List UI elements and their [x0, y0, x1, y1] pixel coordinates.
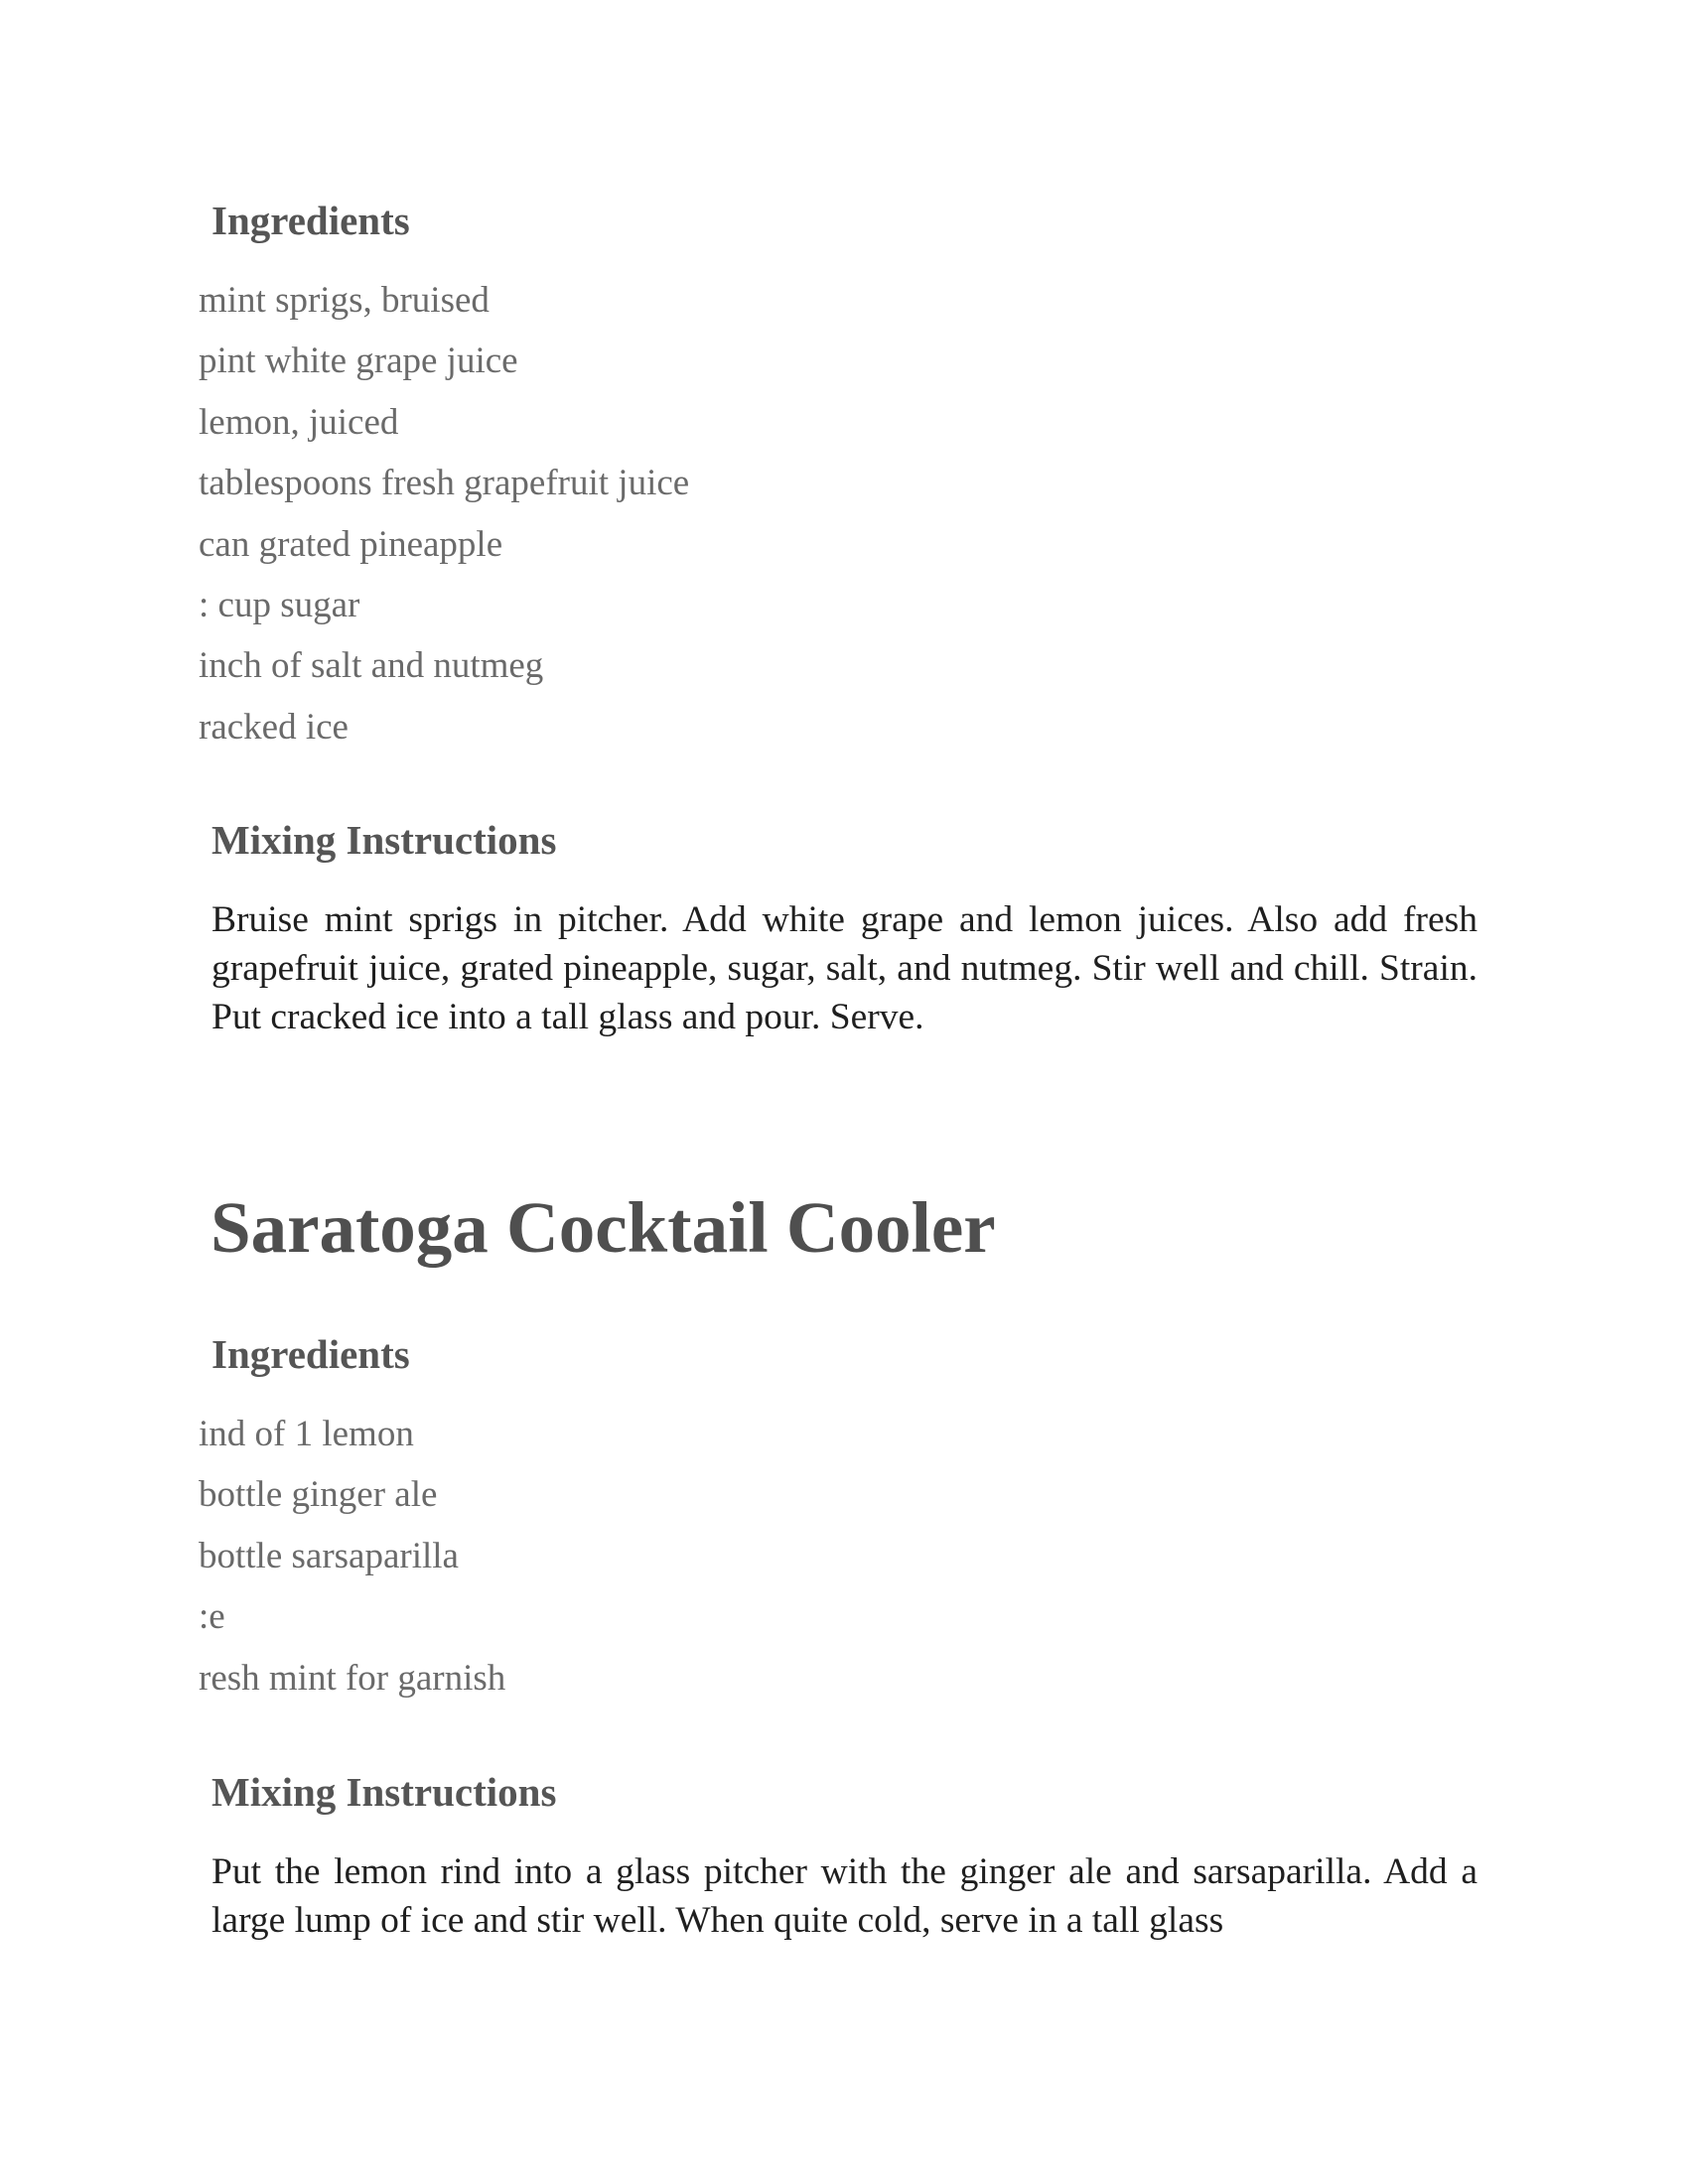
ingredient-item: ind of 1 lemon — [199, 1414, 414, 1454]
ingredient-item: bottle sarsaparilla — [199, 1535, 459, 1576]
mixing-instructions-text: Bruise mint sprigs in pitcher. Add white grape and lemon juices. Also add fresh grapefruit juice, grated pineapple, sugar, salt, and nutmeg. Stir well and chill. Strain. Put cracked ice into a tall glass and pour. Serve. — [211, 899, 1477, 1037]
ingredient-item: inch of salt and nutmeg — [199, 645, 544, 687]
mixing-instructions-text: Put the lemon rind into a glass pitcher with the ginger ale and sarsaparilla. Add a large lump of ice and stir well. When quite cold, serve in a tall glass — [211, 1851, 1477, 1941]
mixing-instructions-heading: Mixing Instructions — [211, 1769, 557, 1815]
ingredient-item: racked ice — [199, 706, 349, 748]
recipe-title: Saratoga Cocktail Cooler — [211, 1187, 996, 1268]
ingredient-item: lemon, juiced — [199, 401, 399, 443]
ingredient-item: tablespoons fresh grapefruit juice — [199, 463, 690, 504]
ingredients-heading: Ingredients — [211, 1331, 410, 1377]
ingredient-item: pint white grape juice — [199, 341, 518, 382]
ingredient-item: mint sprigs, bruised — [199, 280, 490, 321]
ingredient-item: can grated pineapple — [199, 523, 503, 565]
ingredient-item: : cup sugar — [199, 585, 360, 625]
ingredient-item: bottle ginger ale — [199, 1474, 438, 1516]
ingredient-item: :e — [199, 1596, 225, 1638]
mixing-instructions-heading: Mixing Instructions — [211, 817, 557, 863]
ingredient-item: resh mint for garnish — [199, 1657, 506, 1699]
ingredients-heading: Ingredients — [211, 198, 410, 243]
